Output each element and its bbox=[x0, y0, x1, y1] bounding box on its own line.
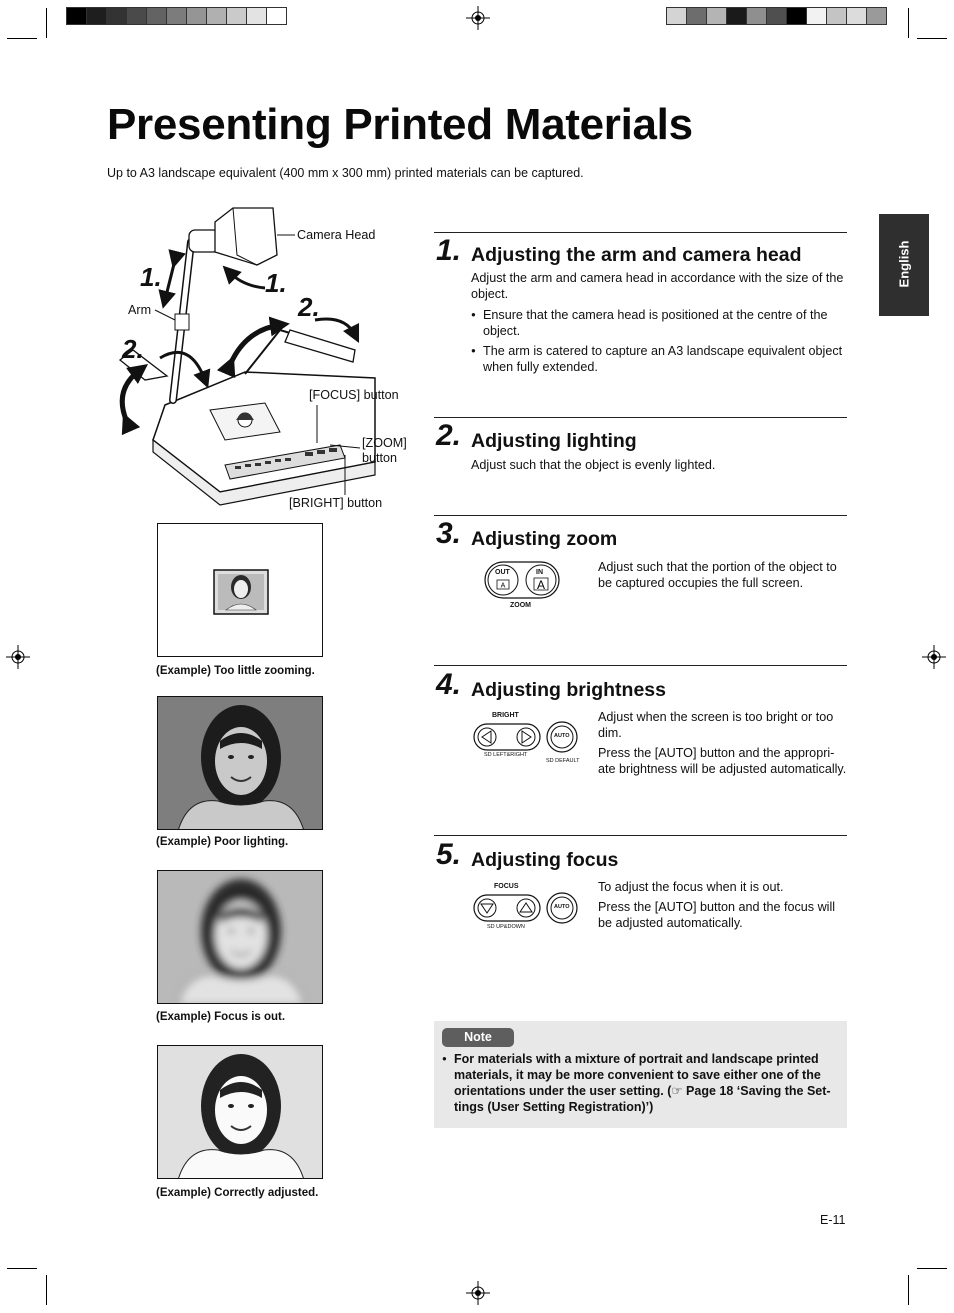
bright-control-illustration bbox=[472, 711, 584, 769]
step-number: 5. bbox=[436, 838, 462, 871]
zoom-in-label: IN bbox=[536, 569, 543, 576]
intro-text: Up to A3 landscape equivalent (400 mm x 300 mm) printed materials can be captured. bbox=[107, 166, 584, 180]
zoom-label: ZOOM bbox=[510, 602, 531, 609]
step-text: Adjust such that the portion of the object to be captured occupies the full screen. bbox=[598, 560, 837, 590]
zoom-control-illustration bbox=[484, 561, 560, 613]
section-divider bbox=[434, 515, 847, 516]
focus-label: FOCUS bbox=[494, 883, 519, 890]
language-tab bbox=[879, 214, 929, 316]
figure-step-2-right: 2. bbox=[298, 292, 320, 322]
crop-mark bbox=[917, 38, 947, 39]
example-caption: (Example) Poor lighting. bbox=[156, 836, 289, 848]
section-divider bbox=[434, 417, 847, 418]
page-number: E-11 bbox=[820, 1213, 846, 1227]
section-divider bbox=[434, 835, 847, 836]
registration-mark-icon bbox=[466, 6, 490, 30]
note-text: ● For materials with a mixture of portrait and landscape printed materials, it may be more convenient to save either one of the orientations under the user setting. (☞ Page 18 ‘Saving the Set-tings (User Setting Registration)’) bbox=[454, 1051, 840, 1115]
zoom-button-label-line1: [ZOOM] bbox=[362, 436, 407, 450]
bright-default-label: SD DEFAULT bbox=[546, 758, 580, 764]
document-camera-illustration bbox=[105, 200, 405, 510]
camera-head-label: Camera Head bbox=[297, 228, 376, 242]
bright-auto-label: AUTO bbox=[554, 733, 570, 739]
crop-mark bbox=[908, 8, 909, 38]
step-heading: Adjusting brightness bbox=[471, 679, 666, 701]
step-bullet: ● Ensure that the camera head is positioned at the centre of the object. bbox=[483, 307, 847, 339]
example-photo-too-little-zooming bbox=[157, 523, 323, 657]
crop-mark bbox=[7, 38, 37, 39]
step-text: Adjust such that the object is evenly lighted. bbox=[471, 458, 716, 472]
crop-mark bbox=[917, 1268, 947, 1269]
focus-auto-label: AUTO bbox=[554, 904, 570, 910]
registration-mark-icon bbox=[6, 645, 30, 669]
arm-label: Arm bbox=[128, 303, 152, 317]
step-number: 1. bbox=[436, 234, 462, 267]
step-text: Press the [AUTO] button and the appropri-ate brightness will be adjusted automatically. bbox=[598, 746, 847, 776]
svg-text:A: A bbox=[500, 582, 506, 590]
figure-step-2-left: 2. bbox=[122, 334, 144, 364]
bright-sub-label: SD LEFT&RIGHT bbox=[484, 752, 528, 758]
bright-label: BRIGHT bbox=[492, 712, 519, 719]
crop-mark bbox=[7, 1268, 37, 1269]
focus-control-illustration bbox=[472, 882, 584, 936]
step-bullet: ● The arm is catered to capture an A3 landscape equivalent object when fully extended. bbox=[483, 343, 847, 375]
figure-step-1-right: 1. bbox=[265, 268, 287, 298]
figure-step-1-left: 1. bbox=[140, 262, 162, 292]
step-number: 2. bbox=[436, 419, 462, 452]
svg-text:A: A bbox=[536, 578, 546, 592]
example-caption: (Example) Too little zooming. bbox=[156, 665, 315, 677]
registration-mark-icon bbox=[466, 1281, 490, 1305]
section-divider bbox=[434, 665, 847, 666]
language-tab-label: English bbox=[896, 240, 912, 288]
crop-mark bbox=[46, 8, 47, 38]
example-photo-poor-lighting bbox=[157, 696, 323, 830]
step-heading: Adjusting focus bbox=[471, 849, 619, 871]
focus-button-label: [FOCUS] button bbox=[309, 388, 399, 402]
step-heading: Adjusting the arm and camera head bbox=[471, 244, 802, 266]
step-heading: Adjusting lighting bbox=[471, 430, 637, 452]
example-photo-focus-out bbox=[157, 870, 323, 1004]
step-number: 3. bbox=[436, 517, 462, 550]
step-number: 4. bbox=[436, 668, 462, 701]
note-badge: Note bbox=[442, 1028, 514, 1047]
zoom-button-label-line2: button bbox=[362, 451, 398, 465]
example-photo-correctly-adjusted bbox=[157, 1045, 323, 1179]
example-caption: (Example) Correctly adjusted. bbox=[156, 1187, 319, 1199]
registration-mark-icon bbox=[922, 645, 946, 669]
crop-mark bbox=[908, 1275, 909, 1305]
bright-button-label: [BRIGHT] button bbox=[289, 496, 383, 510]
step-text: Adjust the arm and camera head in accordance with the size of the object. bbox=[471, 271, 844, 301]
focus-sub-label: SD UP&DOWN bbox=[487, 924, 525, 930]
step-text: To adjust the focus when it is out. bbox=[598, 880, 784, 894]
step-text: Press the [AUTO] button and the focus will be adjusted automatically. bbox=[598, 900, 836, 930]
step-text: Adjust when the screen is too bright or too dim. bbox=[598, 710, 834, 740]
zoom-out-label: OUT bbox=[495, 569, 510, 576]
section-divider bbox=[434, 232, 847, 233]
page-title: Presenting Printed Materials bbox=[107, 100, 693, 149]
example-caption: (Example) Focus is out. bbox=[156, 1011, 286, 1023]
step-heading: Adjusting zoom bbox=[471, 528, 618, 550]
crop-mark bbox=[46, 1275, 47, 1305]
